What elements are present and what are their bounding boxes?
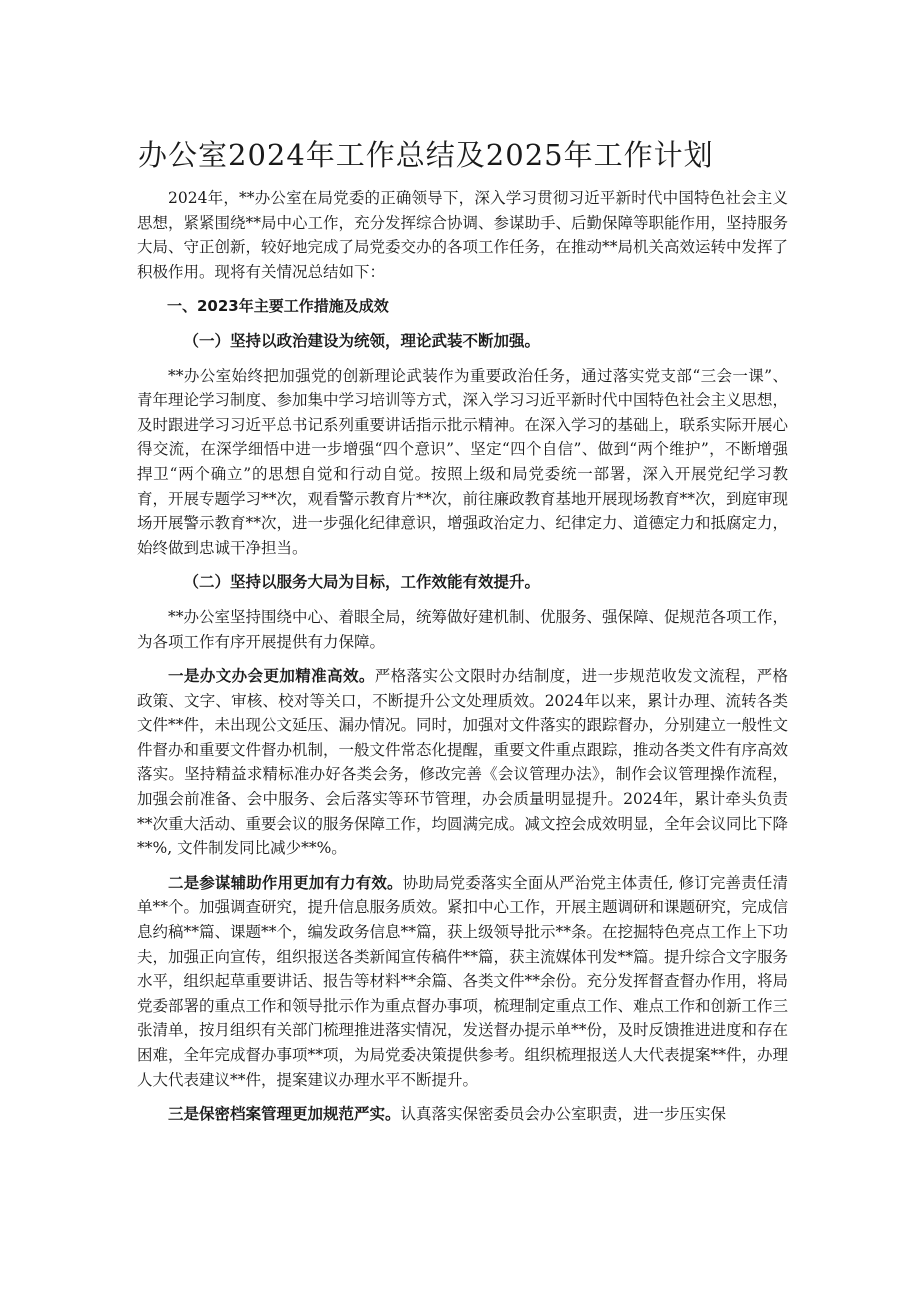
item-paragraph <box>137 664 788 861</box>
item-paragraph <box>137 1102 788 1127</box>
body-paragraph: **办公室坚持围绕中心、着眼全局，统筹做好建机制、优服务、强保障、促规范各项工作，为各项工作有序开展提供有力保障。 <box>137 607 789 651</box>
document-body <box>137 186 788 1137</box>
item-lead: 三是保密档案管理更加规范严实。 <box>168 1104 401 1124</box>
item-lead: 二是参谋辅助作用更加有力有效。 <box>168 872 403 892</box>
item-text: 严格落实公文限时办结制度，进一步规范收发文流程，严格政策、文字、审核、校对等关口，不断提升公文处理质效。2024年以来，累计办理、流转各类文件**件，未出现公文延压、漏办情况。同时，加强对文件落实的跟踪督办，分别建立一般性文件督办和重要文件督办机制，一般文件常态化提醒，重要文件重点跟踪，推动各类文件有序高效落实。坚持精益求精标准办好各类会务，修改完善《会议管理办法》，制作会议管理操作流程，加强会前准备、会中服务、会后落实等环节管理，办会质量明显提升。2024年，累计牵头负责**次重大活动、重要会议的服务保障工作，均圆满完成。减文控会成效明显，全年会议同比下降**%, 文件制发同比减少**%。 <box>137 667 789 858</box>
intro-paragraph: 2024年，**办公室在局党委的正确领导下，深入学习贯彻习近平新时代中国特色社会主义思想，紧紧围绕**局中心工作，充分发挥综合协调、参谋助手、后勤保障等职能作用，坚持服务大局、守正创新，较好地完成了局党委交办的各项工作任务，在推动**局机关高效运转中发挥了积极作用。现将有关情况总结如下： <box>137 189 789 281</box>
item-paragraph <box>137 871 788 1092</box>
item-text: 认真落实保密委员会办公室职责，进一步压实保 <box>400 1105 727 1124</box>
document-title: 办公室2024年工作总结及2025年工作计划 <box>138 138 714 172</box>
section-heading: 一、2023年主要工作措施及成效 <box>167 297 389 316</box>
body-paragraph: **办公室始终把加强党的创新理论武装作为重要政治任务，通过落实党支部“三会一课”、青年理论学习制度、参加集中学习培训等方式，深入学习习近平新时代中国特色社会主义思想，及时跟进学习习近平总书记系列重要讲话指示批示精神。在深入学习的基础上，联系实际开展心得交流，在深学细悟中进一步增强“四个意识”、坚定“四个自信”、做到“两个维护”，不断增强捍卫“两个确立”的思想自觉和行动自觉。按照上级和局党委统一部署，深入开展党纪学习教育，开展专题学习**次，观看警示教育片**次，前往廉政教育基地开展现场教育**次，到庭审现场开展警示教育**次，进一步强化纪律意识，增强政治定力、纪律定力、道德定力和抵腐定力，始终做到忠诚干净担当。 <box>137 366 789 557</box>
item-text: 协助局党委落实全面从严治党主体责任, 修订完善责任清单**个。加强调查研究，提升信息服务质效。紧扣中心工作，开展主题调研和课题研究，完成信息约稿**篇、课题**个，编发政务信息**篇，获上级领导批示**条。在挖掘特色亮点工作上下功夫，加强正向宣传，组织报送各类新闻宣传稿件**篇，获主流媒体刊发**篇。提升综合文字服务水平，组织起草重要讲话、报告等材料**余篇、各类文件**余份。充分发挥督查督办作用，将局党委部署的重点工作和领导批示作为重点督办事项，梳理制定重点工作、难点工作和创新工作三张清单，按月组织有关部门梳理推进落实情况，发送督办提示单**份，及时反馈推进进度和存在困难，全年完成督办事项**项，为局党委决策提供参考。组织梳理报送人大代表提案**件，办理人大代表建议**件，提案建议办理水平不断提升。 <box>137 873 789 1089</box>
subsection-heading: （一）坚持以政治建设为统领，理论武装不断加强。 <box>183 330 541 350</box>
item-lead: 一是办文办会更加精准高效。 <box>168 666 375 686</box>
subsection-heading: （二）坚持以服务大局为目标，工作效能有效提升。 <box>183 572 541 592</box>
